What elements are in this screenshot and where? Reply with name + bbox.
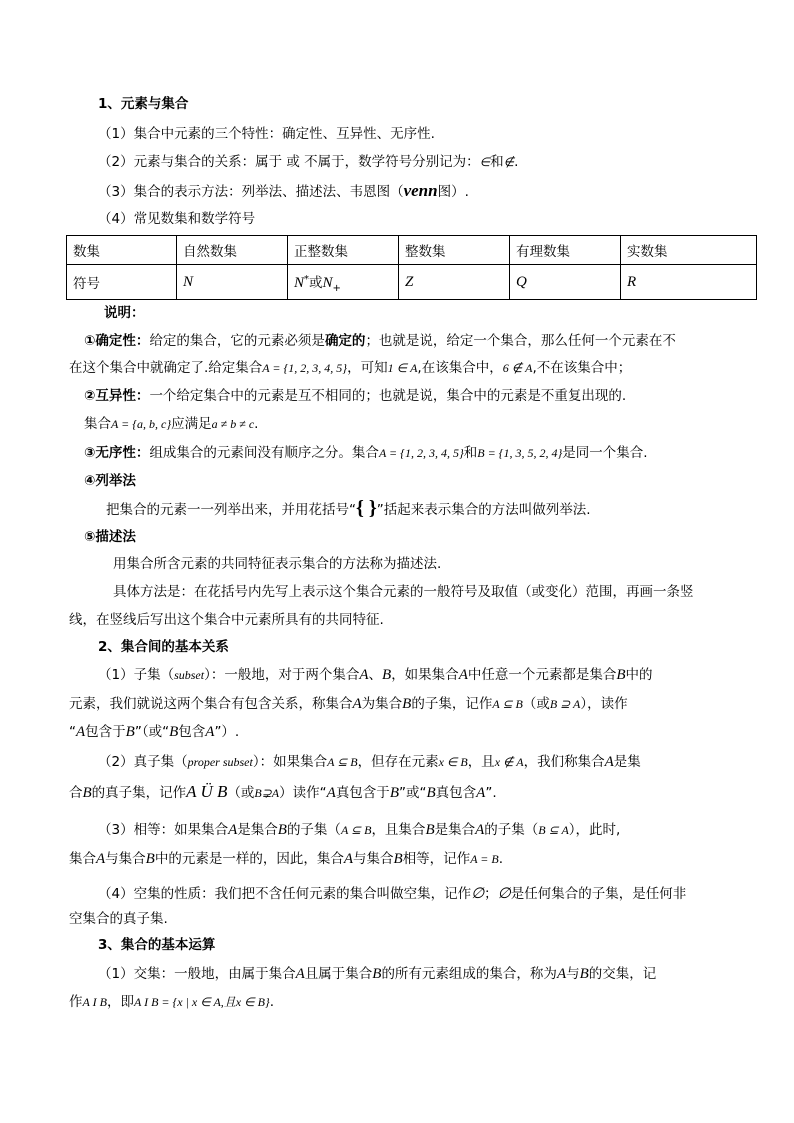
para-2-4-line-2: 空集合的真子集. [69,911,168,927]
table-cell: 符号 [67,265,177,300]
table-cell: 实数集 [621,236,757,265]
note-5-text-2: 具体方法是：在花括号内先写上表示这个集合元素的一般符号及取值（或变化）范围，再画一条竖 [113,584,694,600]
note-5-title: ⑤描述法 [84,529,136,545]
para-2-2-line-1: （2）真子集（proper subset）：如果集合A ⊆ B，但存在元素x ∈ B，且x ∉ A，我们称集合A是集 [98,754,641,770]
para-2-1-line-3: “A包含于B”（或“B包含A”）. [69,724,240,740]
para-2-1-line-2: 元素，我们就说这两个集合有包含关系，称集合A为集合B的子集，记作A ⊆ B（或B ⊇ A），读作 [69,696,628,712]
para-1-3: （3）集合的表示方法：列举法、描述法、韦恩图（venn图）. [98,181,469,200]
table-cell: N*或$N_+$ [288,265,399,300]
para-2-4-line-1: （4）空集的性质：我们把不含任何元素的集合叫做空集，记作∅；∅是任何集合的子集，是任何非 [98,886,687,902]
table-cell: 有理数集 [510,236,621,265]
table-cell: 数集 [67,236,177,265]
table-cell: N [177,265,288,300]
note-1-line-2: 在这个集合中就确定了.给定集合A = {1, 2, 3, 4, 5}，可知1 ∈ A,在该集合中，6 ∉ A,不在该集合中； [69,360,632,376]
table-cell: Z [399,265,510,300]
table-cell: 自然数集 [177,236,288,265]
note-4-title: ④列举法 [84,473,136,489]
table-cell: 正整数集 [288,236,399,265]
para-1-1: （1）集合中元素的三个特性：确定性、互异性、无序性. [98,126,435,142]
note-5-text-1: 用集合所含元素的共同特征表示集合的方法称为描述法. [113,556,442,572]
para-1-4: （4）常见数集和数学符号 [98,211,256,227]
para-2-3-line-1: （3）相等：如果集合A是集合B的子集（A ⊆ B，且集合B是集合A的子集（B ⊆ A），此时, [98,822,621,838]
para-2-2-line-2: 合B的真子集，记作A Ü B（或B⊋A）读作“A真包含于B”或“B真包含A”. [69,782,497,801]
note-5-text-3: 线，在竖线后写出这个集合中元素所具有的共同特征. [69,612,384,628]
para-2-3-line-2: 集合A与集合B中的元素是一样的，因此，集合A与集合B相等，记作A = B. [69,851,504,867]
notes-title: 说明： [104,305,145,321]
empty-set-symbol: ∅ [471,886,485,902]
table-cell: 整数集 [399,236,510,265]
table-row [67,265,757,300]
note-4-text: 把集合的元素一一列举出来，并用花括号“{ }”括起来表示集合的方法叫做列举法. [106,497,591,519]
table-header-row [67,236,757,265]
note-1-line-1: ①确定性：给定的集合，它的元素必须是确定的；也就是说，给定一个集合，那么任何一个元素在不 [84,333,676,349]
section-2-title: 2、集合间的基本关系 [98,639,229,655]
note-2-line-2: 集合A = {a, b, c}应满足a ≠ b ≠ c. [84,416,259,432]
para-2-1-line-1: （1）子集（subset）：一般地，对于两个集合A、B，如果集合A中任意一个元素都是集合B中的 [98,667,653,683]
para-3-1-line-2: 作A I B，即A I B = {x | x ∈ A,且x ∈ B}. [69,994,275,1010]
empty-set-symbol: ∅ [497,886,511,902]
table-cell: R [621,265,757,300]
note-3: ③无序性：组成集合的元素间没有顺序之分。集合A = {1, 2, 3, 4, 5}和B = {1, 3, 5, 2, 4}是同一个集合. [84,445,648,461]
para-1-2: （2）元素与集合的关系：属于 或 不属于，数学符号分别记为：∈和∉. [98,154,519,170]
number-sets-table [66,235,757,300]
section-1-title: 1、元素与集合 [98,96,189,112]
table-cell: Q [510,265,621,300]
note-2-line-1: ②互异性：一个给定集合中的元素是互不相同的；也就是说，集合中的元素是不重复出现的. [84,388,627,404]
section-3-title: 3、集合的基本运算 [98,937,216,953]
para-3-1-line-1: （1）交集：一般地，由属于集合A且属于集合B的所有元素组成的集合，称为A与B的交集，记 [98,966,657,982]
